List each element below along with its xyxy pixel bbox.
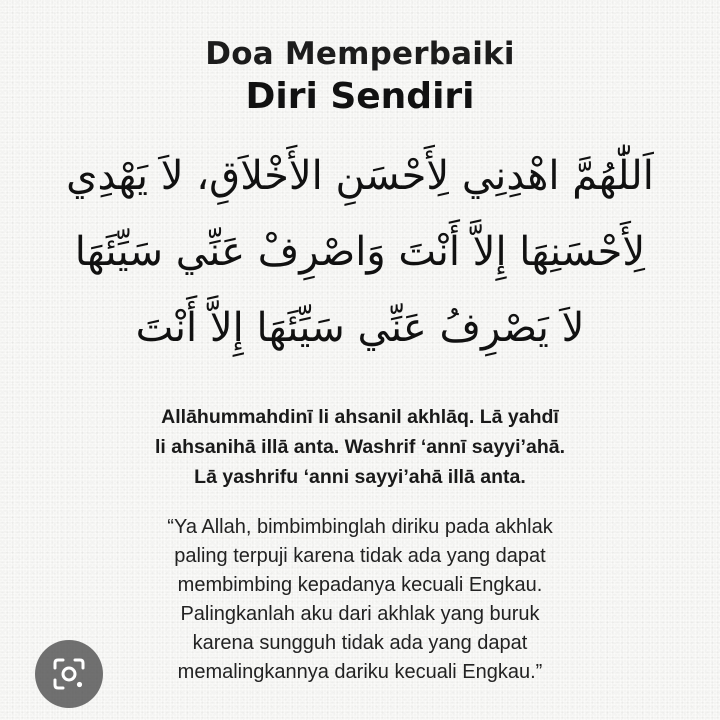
meaning-line-5: karena sungguh tidak ada yang dapat [192,632,528,654]
lens-search-button[interactable] [35,640,103,708]
meaning-line-4: Palingkanlah aku dari akhlak yang buruk [180,603,540,625]
lens-search-icon [52,657,86,691]
arabic-text-line-3: لاَ يَصْرِفُ عَنِّي سَيِّئَهَا إِلاَّ أَنْتَ [135,305,585,351]
arabic-text-line-1: اَللّٰهُمَّ اهْدِنِي لِأَحْسَنِ الأَخْلاَقِ، لاَ يَهْدِي [66,153,654,199]
transliteration-line-3: Lā yashrifu ‘anni sayyi’ahā illā anta. [194,466,526,488]
arabic-text-line-2: لِأَحْسَنِهَا إِلاَّ أَنْتَ وَاصْرِفْ عَنِّي سَيِّئَهَا [74,229,646,275]
transliteration-line-2: li ahsanihā illā anta. Washrif ‘annī sayyi’ahā. [154,436,565,458]
meaning-line-3: membimbing kepadanya kecuali Engkau. [177,574,543,596]
title-line-2: Diri Sendiri [245,76,475,117]
title-line-1: Doa Memperbaiki [205,36,515,72]
meaning-line-2: paling terpuji karena tidak ada yang dapat [174,545,546,567]
meaning-line-6: memalingkannya dariku kecuali Engkau.” [177,661,543,683]
transliteration-line-1: Allāhummahdinī li ahsanil akhlāq. Lā yahdī [161,406,559,428]
meaning-line-1: “Ya Allah, bimbimbinglah diriku pada akhlak [167,516,553,538]
